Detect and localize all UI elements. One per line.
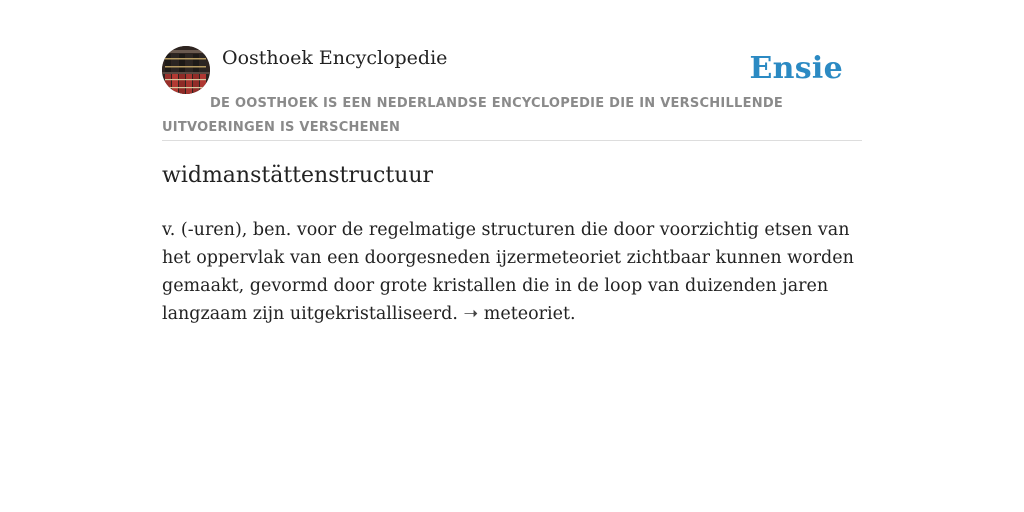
brand-logo[interactable]: Ensie — [749, 51, 843, 86]
site-header — [162, 46, 862, 141]
reference-link-meteoriet[interactable]: meteoriet. — [483, 304, 576, 324]
arrow-right-icon: ➝ — [463, 304, 479, 324]
site-tagline: DE OOSTHOEK IS EEN NEDERLANDSE ENCYCLOPEDIE DIE IN VERSCHILLENDE UITVOERINGEN IS VERSCHENEN — [162, 96, 784, 135]
entry-title: widmanstättenstructuur — [162, 163, 434, 188]
site-name[interactable]: Oosthoek Encyclopedie — [222, 47, 448, 69]
entry-body — [162, 216, 862, 328]
bookshelf-avatar-icon[interactable] — [162, 46, 210, 94]
entry-body-text: v. (-uren), ben. voor de regelmatige structuren die door voorzichtig etsen van het oppervlak van een doorgesneden ijzermeteoriet zichtbaar kunnen worden gemaakt, gevormd door grote kristallen die in de loop van duizenden jaren langzaam zijn uitgekristalliseerd. — [162, 220, 854, 324]
